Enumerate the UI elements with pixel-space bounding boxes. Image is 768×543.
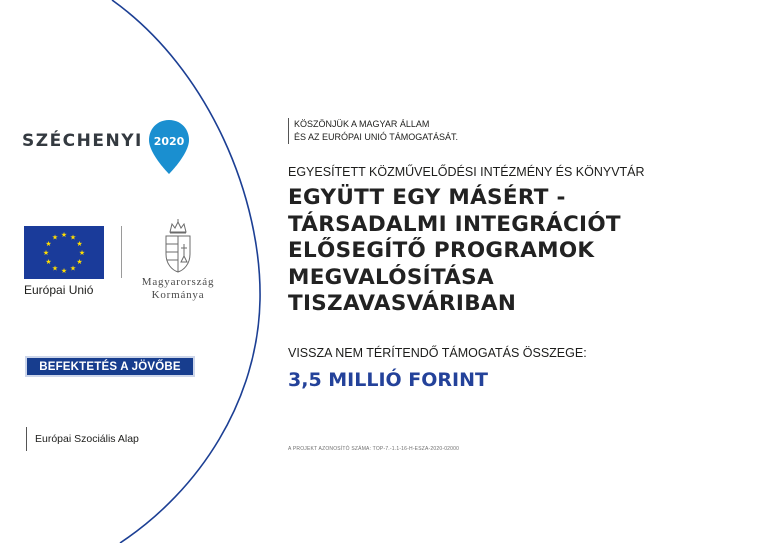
svg-text:★: ★	[78, 249, 86, 257]
svg-text:★: ★	[69, 233, 77, 242]
support-amount: 3,5 MILLIÓ FORINT	[288, 369, 488, 391]
project-title-line: TISZAVASVÁRIBAN	[288, 291, 517, 316]
project-title-line: EGYÜTT EGY MÁSÉRT -	[288, 185, 566, 210]
eu-label: Európai Unió	[24, 283, 94, 297]
project-title-line: TÁRSADALMI INTEGRÁCIÓT	[288, 211, 621, 237]
map-pin-icon	[147, 118, 191, 176]
svg-text:★: ★	[76, 240, 83, 248]
thanks-line2: ÉS AZ EURÓPAI UNIÓ TÁMOGATÁSÁT.	[294, 132, 459, 142]
government-label-line2: Kormánya	[151, 289, 205, 301]
government-label	[132, 276, 224, 302]
project-title-line: MEGVALÓSÍTÁSA	[288, 264, 494, 290]
svg-text:★: ★	[60, 267, 68, 275]
project-title	[288, 185, 621, 318]
svg-text:★: ★	[45, 240, 52, 248]
svg-text:★: ★	[60, 231, 68, 239]
svg-text:★: ★	[45, 258, 52, 266]
svg-text:★: ★	[42, 249, 50, 257]
svg-text:★: ★	[51, 233, 59, 242]
fund-label: Európai Szociális Alap	[26, 427, 139, 451]
program-year: 2020	[153, 135, 185, 148]
support-amount-label: VISSZA NEM TÉRÍTENDŐ TÁMOGATÁS ÖSSZEGE:	[288, 346, 587, 360]
svg-text:★: ★	[76, 258, 83, 266]
eu-logo	[24, 226, 104, 297]
investment-badge: BEFEKTETÉS A JÖVŐBE	[25, 356, 195, 377]
beneficiary-name: EGYESÍTETT KÖZMŰVELŐDÉSI INTÉZMÉNY ÉS KÖNYVTÁR	[288, 165, 645, 179]
logo-divider	[121, 226, 122, 278]
thanks-line1: KÖSZÖNJÜK A MAGYAR ÁLLAM	[294, 119, 430, 129]
thanks-note	[288, 118, 458, 144]
program-name: SZÉCHENYI	[22, 131, 143, 151]
szechenyi-2020-logo	[22, 112, 191, 170]
svg-text:★: ★	[69, 264, 77, 273]
eu-flag-icon	[24, 226, 104, 279]
project-title-line: ELŐSEGÍTŐ PROGRAMOK	[288, 238, 595, 263]
hungarian-coat-of-arms-icon	[158, 218, 198, 274]
government-logo	[132, 218, 224, 302]
project-id: A PROJEKT AZONOSÍTÓ SZÁMA: TOP-7.-1.1-16-H-ESZA-2020-02000	[288, 446, 460, 452]
government-label-line1: Magyarország	[141, 276, 215, 288]
svg-text:★: ★	[51, 264, 59, 273]
